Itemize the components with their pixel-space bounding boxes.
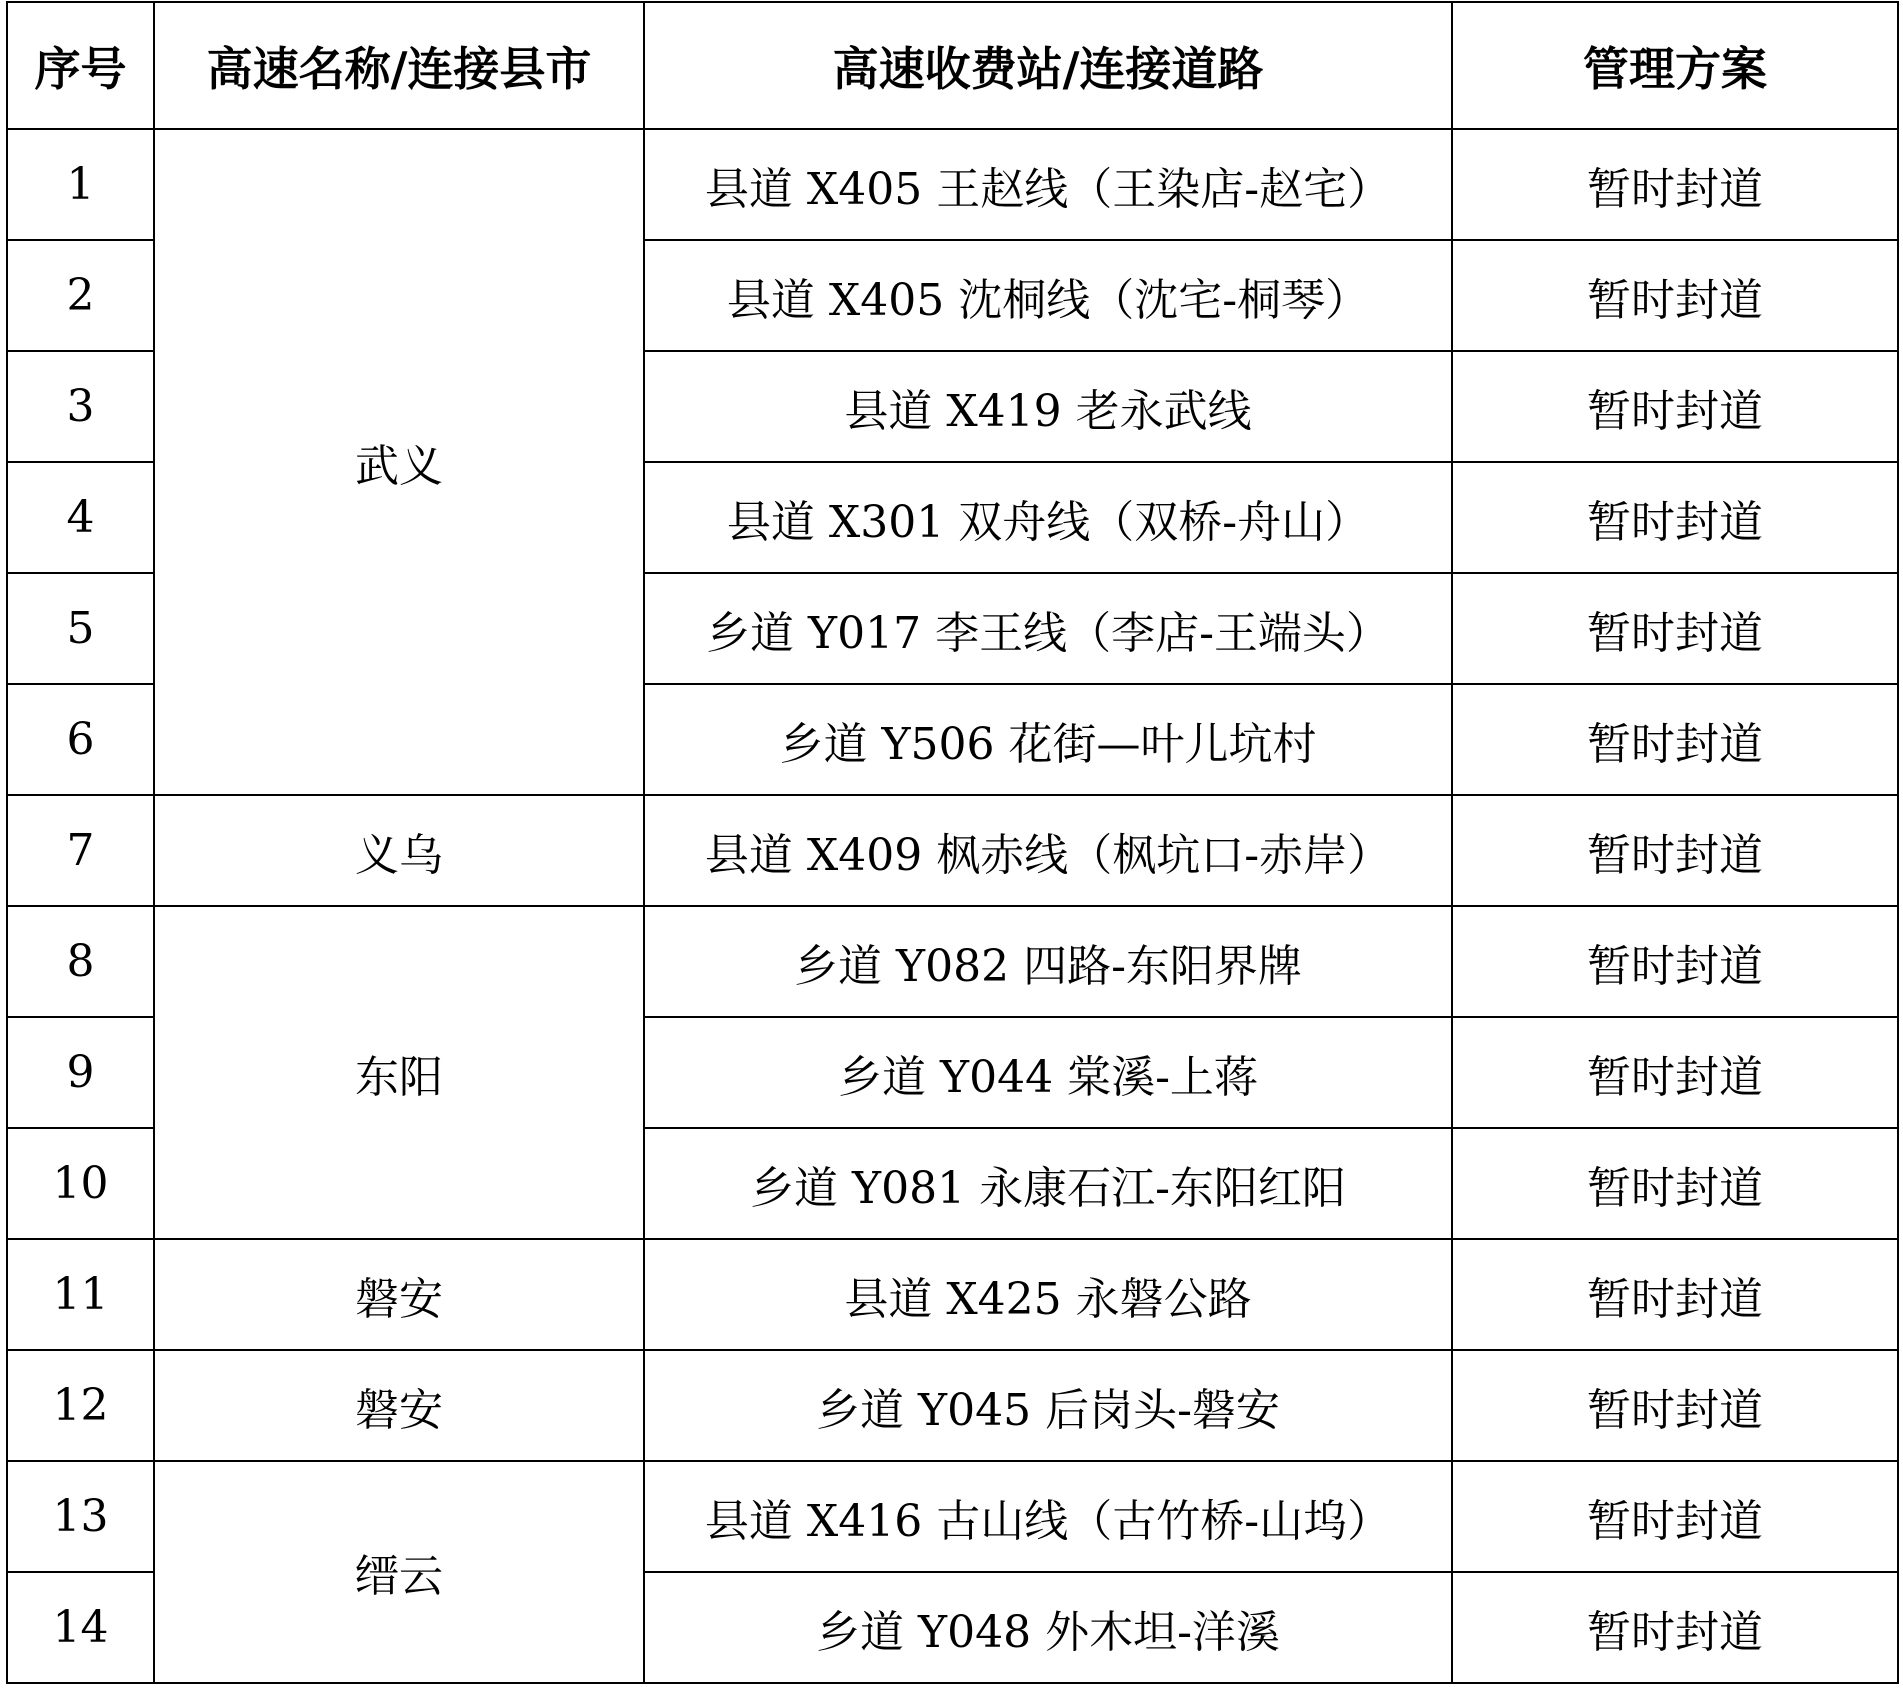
table-row xyxy=(7,129,1898,240)
road-cell: 乡道 Y044 棠溪-上蒋 xyxy=(644,1017,1452,1128)
city-cell: 义乌 xyxy=(154,795,644,906)
city-cell: 磐安 xyxy=(154,1239,644,1350)
row-number: 11 xyxy=(7,1239,154,1350)
plan-cell: 暂时封道 xyxy=(1452,1350,1898,1461)
road-cell: 乡道 Y017 李王线（李店-王端头） xyxy=(644,573,1452,684)
table-row xyxy=(7,1461,1898,1572)
row-number: 10 xyxy=(7,1128,154,1239)
plan-cell: 暂时封道 xyxy=(1452,906,1898,1017)
plan-cell: 暂时封道 xyxy=(1452,1572,1898,1683)
city-cell: 东阳 xyxy=(154,906,644,1239)
plan-cell: 暂时封道 xyxy=(1452,462,1898,573)
row-number: 13 xyxy=(7,1461,154,1572)
row-number: 9 xyxy=(7,1017,154,1128)
city-cell: 缙云 xyxy=(154,1461,644,1683)
plan-cell: 暂时封道 xyxy=(1452,1239,1898,1350)
header-plan: 管理方案 xyxy=(1452,2,1898,129)
table-row xyxy=(7,906,1898,1017)
row-number: 1 xyxy=(7,129,154,240)
row-number: 6 xyxy=(7,684,154,795)
table-row xyxy=(7,1239,1898,1350)
plan-cell: 暂时封道 xyxy=(1452,795,1898,906)
table-row xyxy=(7,795,1898,906)
plan-cell: 暂时封道 xyxy=(1452,573,1898,684)
plan-cell: 暂时封道 xyxy=(1452,240,1898,351)
road-cell: 县道 X301 双舟线（双桥-舟山） xyxy=(644,462,1452,573)
plan-cell: 暂时封道 xyxy=(1452,1017,1898,1128)
road-cell: 乡道 Y082 四路-东阳界牌 xyxy=(644,906,1452,1017)
road-cell: 乡道 Y045 后岗头-磐安 xyxy=(644,1350,1452,1461)
plan-cell: 暂时封道 xyxy=(1452,129,1898,240)
header-number: 序号 xyxy=(7,2,154,129)
road-cell: 乡道 Y081 永康石江-东阳红阳 xyxy=(644,1128,1452,1239)
row-number: 5 xyxy=(7,573,154,684)
row-number: 8 xyxy=(7,906,154,1017)
road-cell: 县道 X405 王赵线（王染店-赵宅） xyxy=(644,129,1452,240)
row-number: 14 xyxy=(7,1572,154,1683)
road-cell: 县道 X409 枫赤线（枫坑口-赤岸） xyxy=(644,795,1452,906)
row-number: 12 xyxy=(7,1350,154,1461)
plan-cell: 暂时封道 xyxy=(1452,1128,1898,1239)
header-city: 高速名称/连接县市 xyxy=(154,2,644,129)
road-cell: 县道 X405 沈桐线（沈宅-桐琴） xyxy=(644,240,1452,351)
plan-cell: 暂时封道 xyxy=(1452,684,1898,795)
header-road: 高速收费站/连接道路 xyxy=(644,2,1452,129)
road-cell: 县道 X419 老永武线 xyxy=(644,351,1452,462)
city-cell: 武义 xyxy=(154,129,644,795)
table-row xyxy=(7,1350,1898,1461)
table-header-row xyxy=(7,2,1898,129)
plan-cell: 暂时封道 xyxy=(1452,351,1898,462)
road-cell: 县道 X425 永磐公路 xyxy=(644,1239,1452,1350)
row-number: 7 xyxy=(7,795,154,906)
row-number: 3 xyxy=(7,351,154,462)
city-cell: 磐安 xyxy=(154,1350,644,1461)
row-number: 2 xyxy=(7,240,154,351)
road-cell: 县道 X416 古山线（古竹桥-山坞） xyxy=(644,1461,1452,1572)
road-cell: 乡道 Y506 花街—叶儿坑村 xyxy=(644,684,1452,795)
row-number: 4 xyxy=(7,462,154,573)
road-closure-table xyxy=(6,1,1899,1684)
plan-cell: 暂时封道 xyxy=(1452,1461,1898,1572)
road-cell: 乡道 Y048 外木坦-洋溪 xyxy=(644,1572,1452,1683)
